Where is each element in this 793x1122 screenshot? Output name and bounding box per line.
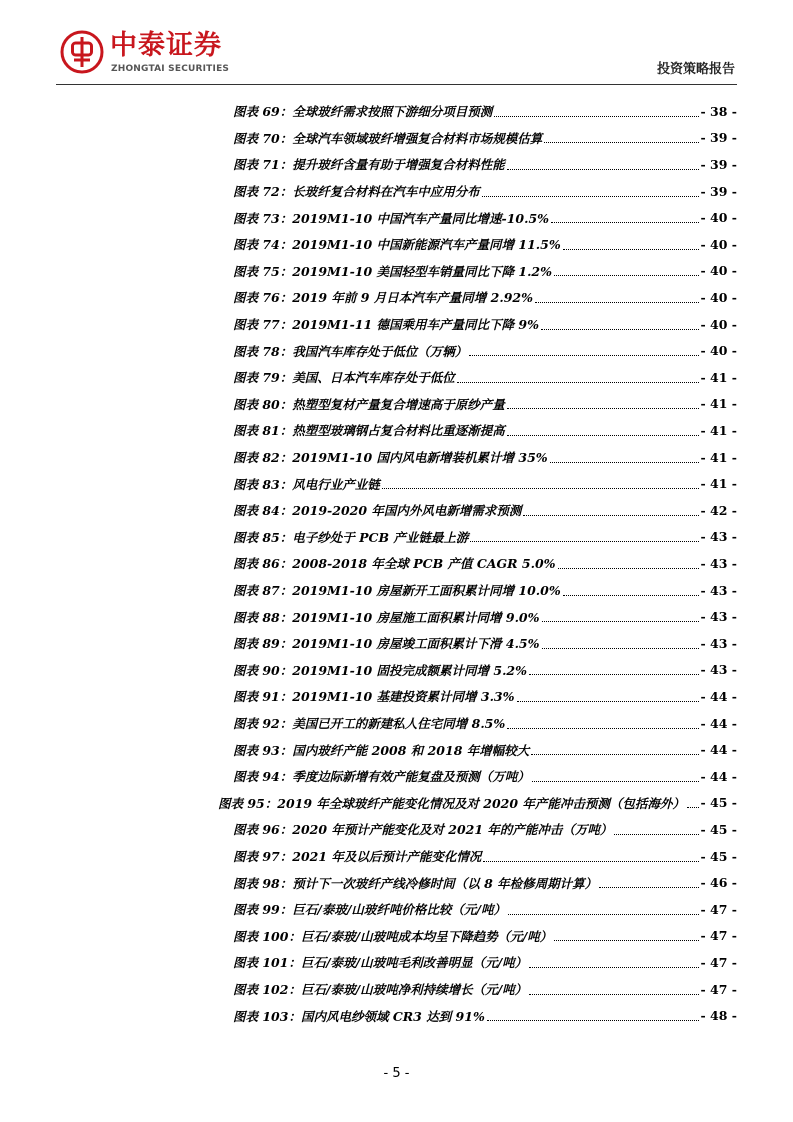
toc-entry-separator: ： bbox=[279, 662, 293, 678]
toc-entry-separator: ： bbox=[279, 636, 293, 652]
toc-entry[interactable] bbox=[233, 258, 737, 285]
toc-entry-label: 图表 101 bbox=[233, 955, 289, 971]
toc-entry-label: 图表 69 bbox=[233, 104, 280, 120]
toc-entry-page: - 43 - bbox=[700, 609, 737, 625]
toc-entry-label: 图表 73 bbox=[233, 210, 280, 226]
toc-dot-leader bbox=[483, 861, 698, 862]
toc-entry[interactable] bbox=[233, 444, 737, 471]
toc-entry-title: 2019-2020 年国内外风电新增需求预测 bbox=[292, 503, 522, 519]
toc-dot-leader bbox=[507, 435, 699, 436]
toc-entry-label: 图表 91 bbox=[233, 689, 280, 705]
toc-entry-page: - 44 - bbox=[700, 715, 737, 731]
header-divider bbox=[56, 84, 737, 85]
toc-dot-leader bbox=[470, 541, 698, 542]
toc-entry-separator: ： bbox=[279, 104, 293, 120]
toc-entry-label: 图表 89 bbox=[233, 636, 280, 652]
toc-entry-separator: ： bbox=[279, 317, 293, 333]
brand-name-cn: 中泰证券 bbox=[110, 30, 222, 61]
toc-entry-title: 国内风电纱领域 CR3 达到 91% bbox=[300, 1008, 485, 1024]
toc-entry-page: - 39 - bbox=[700, 130, 737, 146]
toc-dot-leader bbox=[535, 302, 699, 303]
toc-entry-separator: ： bbox=[264, 795, 278, 811]
toc-entry-separator: ： bbox=[279, 370, 293, 386]
toc-entry-title: 全球汽车领域玻纤增强复合材料市场规模估算 bbox=[292, 130, 543, 146]
toc-entry-title: 2019 年全球玻纤产能变化情况及对 2020 年产能冲击预测（包括海外） bbox=[277, 795, 685, 811]
toc-dot-leader bbox=[507, 408, 699, 409]
toc-entry-page: - 41 - bbox=[700, 449, 737, 465]
toc-entry-label: 图表 79 bbox=[233, 370, 280, 386]
toc-dot-leader bbox=[563, 249, 699, 250]
toc-entry-page: - 43 - bbox=[700, 529, 737, 545]
toc-entry-label: 图表 96 bbox=[233, 822, 280, 838]
toc-entry[interactable] bbox=[233, 391, 737, 418]
toc-entry-label: 图表 90 bbox=[233, 662, 280, 678]
toc-entry-page: - 44 - bbox=[700, 768, 737, 784]
toc-entry-page: - 47 - bbox=[700, 928, 737, 944]
toc-dot-leader bbox=[542, 648, 699, 649]
zhongtai-logo-icon bbox=[60, 30, 104, 74]
toc-entry-page: - 43 - bbox=[700, 582, 737, 598]
toc-entry-title: 2020 年预计产能变化及对 2021 年的产能冲击（万吨） bbox=[292, 822, 613, 838]
toc-dot-leader bbox=[599, 887, 698, 888]
toc-entry-page: - 38 - bbox=[700, 103, 737, 119]
toc-entry[interactable] bbox=[233, 976, 737, 1003]
toc-entry-separator: ： bbox=[279, 716, 293, 732]
toc-entry[interactable] bbox=[233, 577, 737, 604]
toc-entry-label: 图表 77 bbox=[233, 317, 280, 333]
toc-dot-leader bbox=[469, 355, 698, 356]
toc-entry-separator: ： bbox=[279, 902, 293, 918]
toc-entry-label: 图表 98 bbox=[233, 875, 280, 891]
toc-entry-label: 图表 97 bbox=[233, 849, 280, 865]
toc-entry-label: 图表 83 bbox=[233, 476, 280, 492]
page-number: - 5 - bbox=[383, 1066, 410, 1081]
toc-entry[interactable] bbox=[233, 550, 737, 577]
toc-entry-label: 图表 100 bbox=[233, 928, 289, 944]
toc-entry[interactable] bbox=[233, 869, 737, 896]
toc-entry[interactable] bbox=[233, 337, 737, 364]
toc-entry-separator: ： bbox=[279, 237, 293, 253]
toc-entry-page: - 39 - bbox=[700, 156, 737, 172]
toc-entry-label: 图表 70 bbox=[233, 130, 280, 146]
toc-entry-page: - 40 - bbox=[700, 263, 737, 279]
toc-entry-separator: ： bbox=[288, 928, 301, 944]
report-type: 投资策略报告 bbox=[656, 62, 735, 77]
toc-entry-title: 2019M1-10 国内风电新增装机累计增 35% bbox=[292, 450, 548, 466]
toc-entry-page: - 40 - bbox=[700, 343, 737, 359]
toc-entry-label: 图表 81 bbox=[233, 423, 280, 439]
toc-entry-page: - 48 - bbox=[700, 1008, 737, 1024]
toc-entry-label: 图表 82 bbox=[233, 450, 280, 466]
toc-entry-label: 图表 94 bbox=[233, 769, 280, 785]
toc-dot-leader bbox=[554, 940, 698, 941]
toc-dot-leader bbox=[531, 754, 698, 755]
toc-entry[interactable] bbox=[233, 657, 737, 684]
toc-entry-title: 2019M1-10 房屋施工面积累计同增 9.0% bbox=[292, 609, 540, 625]
toc-entry-page: - 43 - bbox=[700, 662, 737, 678]
toc-entry-separator: ： bbox=[279, 849, 293, 865]
toc-entry-label: 图表 88 bbox=[233, 609, 280, 625]
toc-entry-separator: ： bbox=[279, 875, 293, 891]
toc-dot-leader bbox=[532, 781, 699, 782]
toc-entry-page: - 41 - bbox=[700, 422, 737, 438]
toc-entry-title: 热塑型复材产量复合增速高于原纱产量 bbox=[292, 396, 505, 412]
toc-entry-page: - 45 - bbox=[700, 795, 737, 811]
toc-entry[interactable] bbox=[233, 843, 737, 870]
toc-dot-leader bbox=[382, 488, 699, 489]
toc-entry-title: 季度边际新增有效产能复盘及预测（万吨） bbox=[292, 769, 530, 785]
toc-entry-title: 2019M1-10 中国汽车产量同比增速-10.5% bbox=[292, 210, 550, 226]
toc-entry-separator: ： bbox=[279, 689, 293, 705]
toc-entry-title: 巨石/泰玻/山玻纤吨价格比较（元/吨） bbox=[292, 902, 506, 918]
toc-entry-separator: ： bbox=[288, 1008, 301, 1024]
toc-entry[interactable] bbox=[233, 763, 737, 790]
toc-entry[interactable] bbox=[233, 816, 737, 843]
toc-entry-page: - 47 - bbox=[700, 981, 737, 997]
toc-entry[interactable] bbox=[233, 231, 737, 258]
toc-entry-title: 电子纱处于 PCB 产业链最上游 bbox=[292, 529, 469, 545]
toc-entry-page: - 40 - bbox=[700, 210, 737, 226]
toc-dot-leader bbox=[542, 621, 699, 622]
toc-entry[interactable] bbox=[233, 923, 737, 950]
toc-entry-page: - 39 - bbox=[700, 183, 737, 199]
toc-entry[interactable] bbox=[233, 710, 737, 737]
toc-dot-leader bbox=[687, 807, 699, 808]
toc-entry-page: - 47 - bbox=[700, 901, 737, 917]
toc-entry[interactable] bbox=[233, 311, 737, 338]
toc-dot-leader bbox=[550, 462, 699, 463]
toc-entry-title: 巨石/泰玻/山玻吨成本均呈下降趋势（元/吨） bbox=[300, 928, 553, 944]
toc-entry[interactable] bbox=[233, 1002, 737, 1029]
toc-entry-title: 长玻纤复合材料在汽车中应用分布 bbox=[292, 184, 480, 200]
toc-entry-title: 2019 年前 9 月日本汽车产量同增 2.92% bbox=[292, 290, 533, 306]
toc-entry-title: 风电行业产业链 bbox=[292, 476, 380, 492]
toc-entry[interactable] bbox=[233, 497, 737, 524]
brand-name-en: ZHONGTAI SECURITIES bbox=[111, 64, 230, 74]
toc-entry-separator: ： bbox=[288, 955, 301, 971]
toc-entry-label: 图表 72 bbox=[233, 184, 280, 200]
toc-entry-separator: ： bbox=[279, 157, 293, 173]
toc-entry[interactable] bbox=[233, 98, 737, 125]
toc-entry-title: 国内玻纤产能 2008 和 2018 年增幅较大 bbox=[292, 742, 530, 758]
toc-dot-leader bbox=[529, 994, 698, 995]
toc-entry-label: 图表 86 bbox=[233, 556, 280, 572]
toc-entry-page: - 43 - bbox=[700, 555, 737, 571]
toc-entry-page: - 40 - bbox=[700, 289, 737, 305]
toc-entry-title: 提升玻纤含量有助于增强复合材料性能 bbox=[292, 157, 505, 173]
toc-dot-leader bbox=[544, 142, 698, 143]
toc-entry-separator: ： bbox=[279, 184, 293, 200]
toc-dot-leader bbox=[529, 674, 699, 675]
toc-entry-title: 2019M1-10 固投完成额累计同增 5.2% bbox=[292, 662, 528, 678]
toc-entry-separator: ： bbox=[279, 769, 293, 785]
toc-entry-separator: ： bbox=[279, 343, 293, 359]
toc-entry-separator: ： bbox=[279, 529, 293, 545]
toc-dot-leader bbox=[507, 169, 699, 170]
toc-entry-page: - 43 - bbox=[700, 635, 737, 651]
toc-entry[interactable] bbox=[233, 364, 737, 391]
toc-entry-title: 预计下一次玻纤产线冷修时间（以 8 年检修周期计算） bbox=[292, 875, 598, 891]
toc-entry-separator: ： bbox=[279, 210, 293, 226]
toc-entry-page: - 47 - bbox=[700, 954, 737, 970]
toc-entry[interactable] bbox=[233, 524, 737, 551]
toc-entry-label: 图表 80 bbox=[233, 396, 280, 412]
toc-dot-leader bbox=[529, 967, 698, 968]
toc-entry-separator: ： bbox=[279, 742, 293, 758]
toc-entry-title: 2019M1-10 房屋新开工面积累计同增 10.0% bbox=[292, 583, 561, 599]
toc-entry-title: 2019M1-11 德国乘用车产量同比下降 9% bbox=[292, 317, 539, 333]
toc-entry[interactable] bbox=[233, 178, 737, 205]
toc-entry-title: 美国已开工的新建私人住宅同增 8.5% bbox=[292, 716, 506, 732]
toc-entry-separator: ： bbox=[279, 822, 293, 838]
toc-dot-leader bbox=[563, 595, 699, 596]
toc-entry-label: 图表 93 bbox=[233, 742, 280, 758]
toc-entry[interactable] bbox=[233, 603, 737, 630]
toc-entry-page: - 45 - bbox=[700, 848, 737, 864]
toc-entry[interactable] bbox=[218, 790, 737, 817]
toc-dot-leader bbox=[487, 1020, 699, 1021]
toc-entry-page: - 41 - bbox=[700, 396, 737, 412]
toc-dot-leader bbox=[523, 515, 698, 516]
toc-entry-label: 图表 85 bbox=[233, 529, 280, 545]
toc-dot-leader bbox=[541, 329, 699, 330]
toc-entry-page: - 44 - bbox=[700, 742, 737, 758]
toc-dot-leader bbox=[517, 701, 699, 702]
toc-entry-label: 图表 102 bbox=[233, 982, 289, 998]
toc-dot-leader bbox=[457, 382, 699, 383]
toc-entry[interactable] bbox=[233, 683, 737, 710]
toc-dot-leader bbox=[507, 728, 698, 729]
toc-entry[interactable] bbox=[233, 284, 737, 311]
toc-entry-label: 图表 95 bbox=[218, 795, 265, 811]
toc-entry[interactable] bbox=[233, 896, 737, 923]
toc-entry-title: 巨石/泰玻/山玻吨毛利改善明显（元/吨） bbox=[300, 955, 528, 971]
toc-entry-label: 图表 75 bbox=[233, 263, 280, 279]
toc-entry-page: - 46 - bbox=[700, 875, 737, 891]
toc-entry-title: 2021 年及以后预计产能变化情况 bbox=[292, 849, 482, 865]
toc-entry-separator: ： bbox=[279, 130, 293, 146]
toc-entry-page: - 45 - bbox=[700, 821, 737, 837]
toc-entry-title: 2019M1-10 中国新能源汽车产量同增 11.5% bbox=[292, 237, 561, 253]
toc-entry-separator: ： bbox=[279, 583, 293, 599]
toc-entry-separator: ： bbox=[279, 396, 293, 412]
toc-entry-title: 全球玻纤需求按照下游细分项目预测 bbox=[292, 104, 493, 120]
toc-entry-page: - 40 - bbox=[700, 236, 737, 252]
toc-entry-title: 美国、日本汽车库存处于低位 bbox=[292, 370, 455, 386]
toc-entry-title: 热塑型玻璃钢占复合材料比重逐渐提高 bbox=[292, 423, 505, 439]
toc-entry-separator: ： bbox=[279, 263, 293, 279]
toc-entry-title: 2019M1-10 基建投资累计同增 3.3% bbox=[292, 689, 515, 705]
toc-entry-label: 图表 92 bbox=[233, 716, 280, 732]
toc-entry-title: 2019M1-10 美国轻型车销量同比下降 1.2% bbox=[292, 263, 553, 279]
toc-entry[interactable] bbox=[233, 949, 737, 976]
toc-entry-title: 巨石/泰玻/山玻吨净利持续增长（元/吨） bbox=[300, 982, 528, 998]
toc-entry-label: 图表 71 bbox=[233, 157, 280, 173]
toc-entry-page: - 42 - bbox=[700, 502, 737, 518]
toc-entry-title: 2008-2018 年全球 PCB 产值 CAGR 5.0% bbox=[292, 556, 556, 572]
toc-entry-label: 图表 76 bbox=[233, 290, 280, 306]
toc-entry-separator: ： bbox=[279, 609, 293, 625]
toc-entry[interactable] bbox=[233, 470, 737, 497]
toc-entry-separator: ： bbox=[279, 450, 293, 466]
toc-entry-label: 图表 74 bbox=[233, 237, 280, 253]
toc-entry-label: 图表 99 bbox=[233, 902, 280, 918]
toc-dot-leader bbox=[551, 222, 698, 223]
toc-entry-page: - 40 - bbox=[700, 316, 737, 332]
toc-entry-title: 我国汽车库存处于低位（万辆） bbox=[292, 343, 468, 359]
toc-entry-title: 2019M1-10 房屋竣工面积累计下滑 4.5% bbox=[292, 636, 540, 652]
toc-entry[interactable] bbox=[233, 125, 737, 152]
toc-entry-label: 图表 84 bbox=[233, 503, 280, 519]
toc-entry-page: - 41 - bbox=[700, 476, 737, 492]
toc-entry-label: 图表 78 bbox=[233, 343, 280, 359]
toc-entry-separator: ： bbox=[288, 982, 301, 998]
toc-dot-leader bbox=[494, 116, 698, 117]
toc-entry[interactable] bbox=[233, 736, 737, 763]
toc-entry-separator: ： bbox=[279, 556, 293, 572]
toc-dot-leader bbox=[554, 275, 699, 276]
toc-dot-leader bbox=[614, 834, 698, 835]
toc-dot-leader bbox=[508, 914, 699, 915]
toc-entry-page: - 41 - bbox=[700, 369, 737, 385]
page-header bbox=[0, 0, 793, 90]
toc-entry-page: - 44 - bbox=[700, 688, 737, 704]
toc-dot-leader bbox=[558, 568, 699, 569]
toc-entry-separator: ： bbox=[279, 290, 293, 306]
toc-entry[interactable] bbox=[233, 417, 737, 444]
toc-entry-label: 图表 87 bbox=[233, 583, 280, 599]
toc-entry[interactable] bbox=[233, 630, 737, 657]
toc-entry-label: 图表 103 bbox=[233, 1008, 289, 1024]
toc-entry-separator: ： bbox=[279, 503, 293, 519]
toc-entry-separator: ： bbox=[279, 423, 293, 439]
toc-entry[interactable] bbox=[233, 151, 737, 178]
toc-entry[interactable] bbox=[233, 204, 737, 231]
toc-entry-separator: ： bbox=[279, 476, 293, 492]
toc-dot-leader bbox=[482, 196, 699, 197]
